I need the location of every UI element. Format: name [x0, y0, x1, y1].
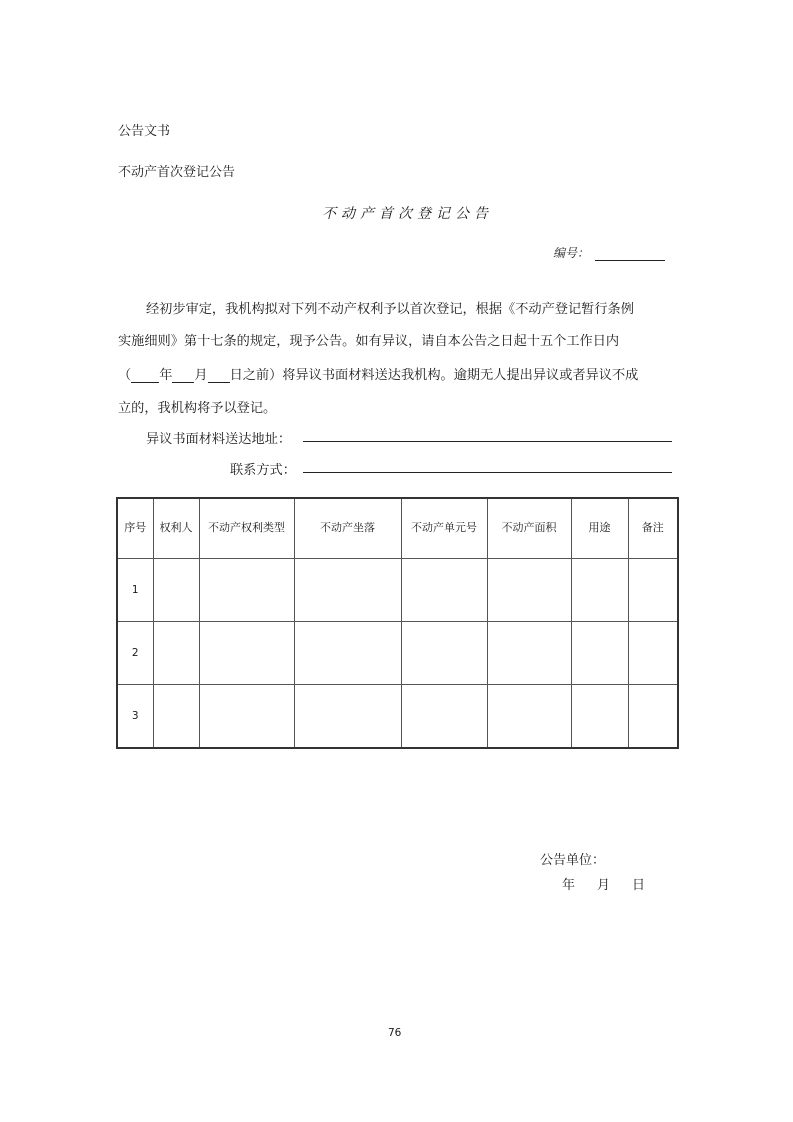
table-row: [117, 684, 678, 748]
table-row: [117, 558, 678, 621]
cell-unit-number[interactable]: [401, 684, 487, 748]
year-blank[interactable]: [131, 369, 159, 383]
cell-right-holder[interactable]: [153, 621, 199, 684]
row-index: 2: [117, 621, 153, 684]
cell-area[interactable]: [487, 684, 571, 748]
cell-unit-number[interactable]: [401, 621, 487, 684]
contact-field[interactable]: [303, 472, 672, 473]
signature-year: 年: [562, 878, 576, 893]
page-title: 不动产首次登记公告: [322, 206, 493, 222]
cell-right-holder[interactable]: [153, 558, 199, 621]
section-title: 不动产首次登记公告: [118, 165, 236, 180]
number-row: [553, 244, 665, 261]
cell-remarks[interactable]: [628, 621, 678, 684]
header-index: 序号: [117, 498, 153, 558]
notice-unit-label: 公告单位：: [540, 853, 606, 868]
cell-location[interactable]: [294, 558, 401, 621]
signature-month: 月: [597, 878, 611, 893]
header-area: 不动产面积: [487, 498, 571, 558]
address-field[interactable]: [303, 441, 672, 442]
header-right-holder: 权利人: [153, 498, 199, 558]
year-label: 年: [159, 368, 173, 383]
signature-date: [562, 874, 645, 893]
day-rest-text: 日之前）将异议书面材料送达我机构。逾期无人提出异议或者异议不成: [229, 368, 639, 383]
body-line-4: 立的，我机构将予以登记。: [118, 401, 277, 416]
contact-label: 联系方式：: [230, 463, 296, 478]
cell-right-type[interactable]: [199, 621, 294, 684]
body-line-2: 实施细则》第十七条的规定，现予公告。如有异议，请自本公告之日起十五个工作日内: [118, 334, 620, 349]
month-label: 月: [194, 368, 208, 383]
cell-right-type[interactable]: [199, 684, 294, 748]
cell-usage[interactable]: [571, 621, 628, 684]
cell-right-type[interactable]: [199, 558, 294, 621]
header-usage: 用途: [571, 498, 628, 558]
cell-remarks[interactable]: [628, 684, 678, 748]
notice-table: [116, 497, 679, 749]
address-label: 异议书面材料送达地址：: [146, 432, 292, 447]
cell-right-holder[interactable]: [153, 684, 199, 748]
cell-unit-number[interactable]: [401, 558, 487, 621]
table-row: [117, 621, 678, 684]
row-index: 1: [117, 558, 153, 621]
number-field[interactable]: [595, 248, 665, 261]
month-blank[interactable]: [172, 369, 194, 383]
row-index: 3: [117, 684, 153, 748]
body-line-1: 经初步审定，我机构拟对下列不动产权利予以首次登记，根据《不动产登记暂行条例: [146, 302, 634, 317]
header-remarks: 备注: [628, 498, 678, 558]
header-location: 不动产坐落: [294, 498, 401, 558]
table-header-row: [117, 498, 678, 558]
cell-remarks[interactable]: [628, 558, 678, 621]
signature-day: 日: [632, 878, 646, 893]
number-label: 编号：: [553, 246, 590, 260]
header-unit-number: 不动产单元号: [401, 498, 487, 558]
section-label: 公告文书: [118, 124, 171, 139]
cell-area[interactable]: [487, 558, 571, 621]
page-number: 76: [388, 1027, 402, 1039]
cell-usage[interactable]: [571, 558, 628, 621]
header-right-type: 不动产权利类型: [199, 498, 294, 558]
cell-area[interactable]: [487, 621, 571, 684]
paren-open: （: [118, 368, 132, 383]
cell-location[interactable]: [294, 684, 401, 748]
cell-location[interactable]: [294, 621, 401, 684]
cell-usage[interactable]: [571, 684, 628, 748]
day-blank[interactable]: [208, 369, 230, 383]
body-line-3: [118, 364, 638, 383]
